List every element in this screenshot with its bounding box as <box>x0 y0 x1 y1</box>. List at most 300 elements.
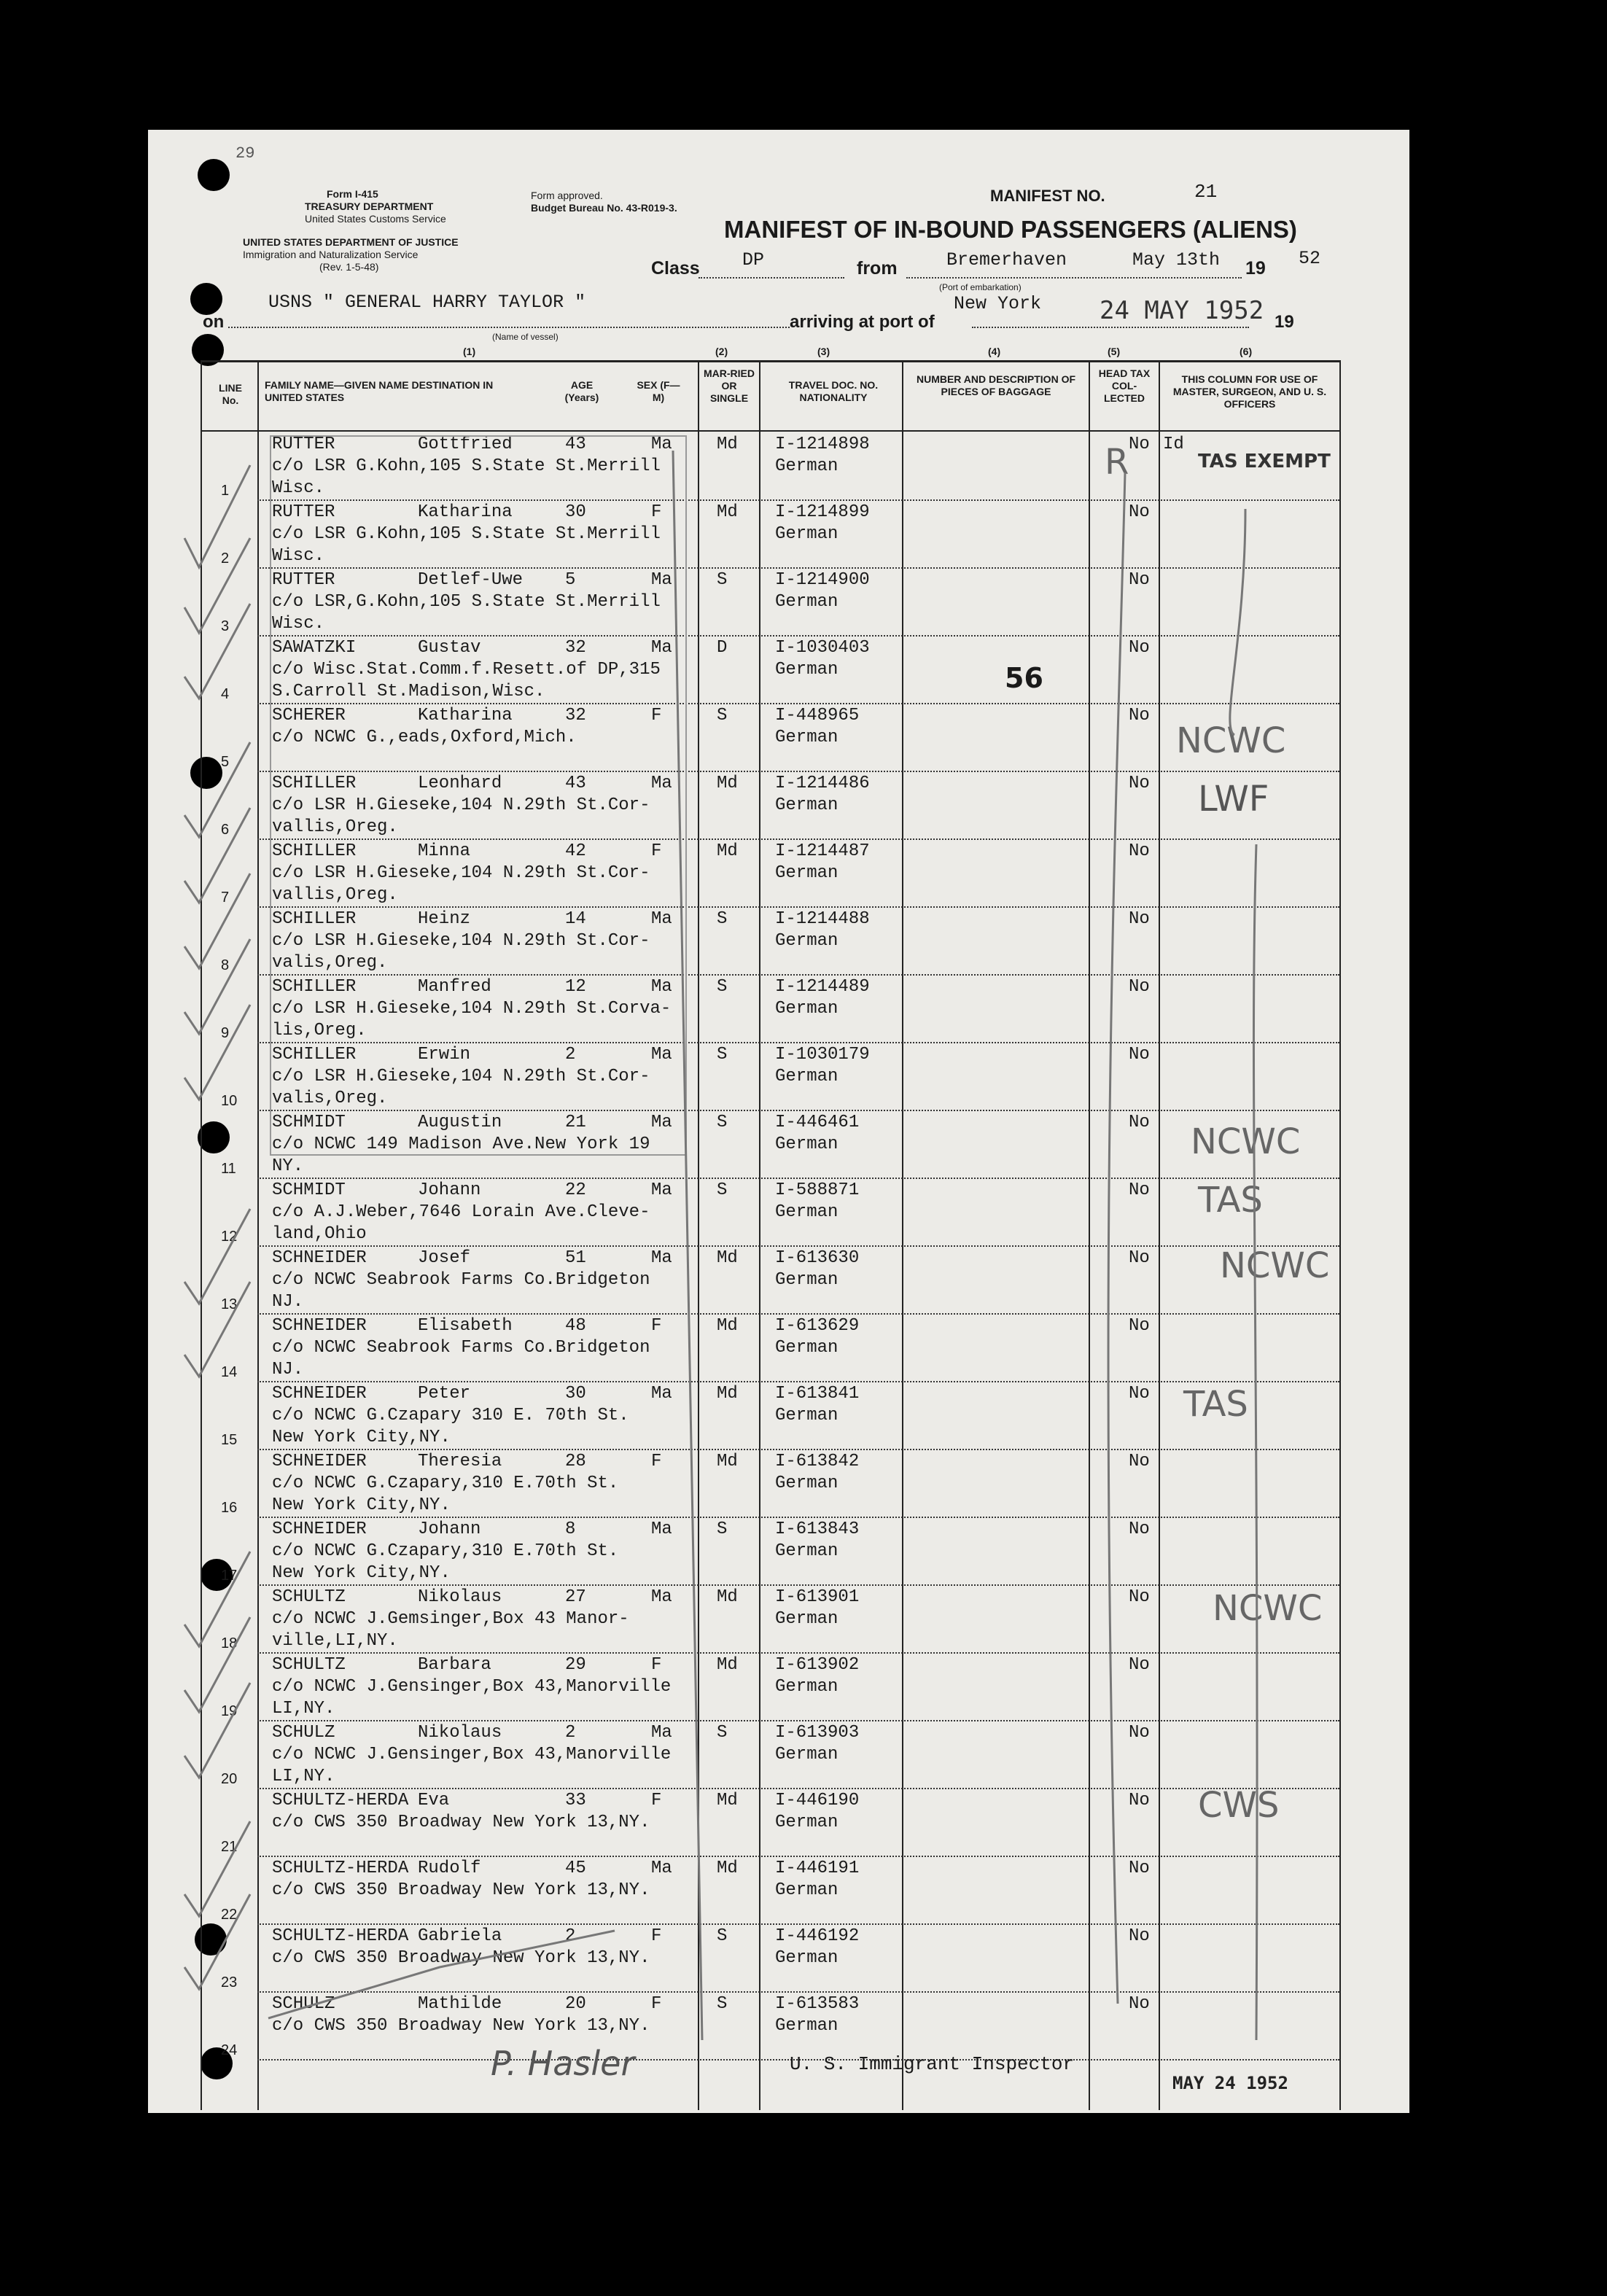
manifest-page <box>148 130 1409 2113</box>
line-number: 15 <box>221 1432 238 1448</box>
row-divider <box>257 1584 1339 1586</box>
sex: F <box>651 1452 662 1471</box>
head-tax: No <box>1129 909 1150 929</box>
address-line-1: c/o NCWC G.Czapary,310 E.70th St. <box>272 1474 619 1493</box>
marital-status: S <box>717 1113 728 1132</box>
nationality: German <box>775 1270 838 1290</box>
marital-status: Md <box>717 1791 738 1810</box>
family-name: RUTTER <box>272 435 335 454</box>
family-name: SCHULTZ-HERDA <box>272 1791 409 1810</box>
address-line-2: Wisc. <box>272 546 325 566</box>
age: 30 <box>565 502 586 522</box>
given-name: Nikolaus <box>418 1587 502 1607</box>
given-name: Augustin <box>418 1113 502 1132</box>
travel-doc-number: I-446461 <box>775 1113 860 1132</box>
age: 2 <box>565 1926 576 1946</box>
row-divider <box>257 1449 1339 1450</box>
col-header-name: FAMILY NAME—GIVEN NAME DESTINATION IN UNITED STATES <box>265 379 494 403</box>
marital-status: S <box>717 1926 728 1946</box>
date-value: May 13th <box>1132 249 1221 271</box>
given-name: Heinz <box>418 909 471 929</box>
row-divider <box>257 703 1339 704</box>
address-line-2: vallis,Oreg. <box>272 885 398 905</box>
family-name: SCHULTZ <box>272 1587 346 1607</box>
head-tax: No <box>1129 1452 1150 1471</box>
address-line-1: c/o LSR G.Kohn,105 S.State St.Merrill <box>272 524 661 544</box>
col-num-3: (3) <box>817 346 830 357</box>
address-line-2: ville,LI,NY. <box>272 1631 398 1651</box>
address-line-1: c/o Wisc.Stat.Comm.f.Resett.of DP,315 <box>272 660 661 680</box>
line-number: 18 <box>221 1635 238 1651</box>
nationality: German <box>775 1135 838 1154</box>
address-line-2: valis,Oreg. <box>272 953 388 973</box>
head-tax: No <box>1129 1791 1150 1810</box>
given-name: Gustav <box>418 638 481 658</box>
marital-status: Md <box>717 1655 738 1675</box>
age: 12 <box>565 977 586 997</box>
tas-exempt-note: TAS EXEMPT <box>1198 451 1331 472</box>
row-divider <box>257 1313 1339 1315</box>
line-number: 9 <box>221 1025 230 1041</box>
address-line-2: LI,NY. <box>272 1699 335 1719</box>
line-number: 13 <box>221 1296 238 1312</box>
lwf-note: LWF <box>1198 779 1269 820</box>
age: 43 <box>565 435 586 454</box>
family-name: SAWATZKI <box>272 638 357 658</box>
marital-status: D <box>717 638 728 658</box>
address-line-1: c/o NCWC Seabrook Farms Co.Bridgeton <box>272 1270 650 1290</box>
address-line-1: c/o CWS 350 Broadway New York 13,NY. <box>272 2016 650 2036</box>
travel-doc-number: I-446191 <box>775 1859 860 1878</box>
nationality: German <box>775 1948 838 1968</box>
address-line-2: S.Carroll St.Madison,Wisc. <box>272 682 545 701</box>
age: 45 <box>565 1859 586 1878</box>
line-number: 11 <box>221 1161 236 1177</box>
row-divider <box>257 1923 1339 1925</box>
given-name: Katharina <box>418 706 513 725</box>
row-divider <box>257 1788 1339 1789</box>
inspector-label: U. S. Immigrant Inspector <box>790 2053 1075 2075</box>
sex: F <box>651 1791 662 1810</box>
line-number: 16 <box>221 1500 238 1516</box>
nationality: German <box>775 1406 838 1425</box>
nationality: German <box>775 1813 838 1832</box>
row-divider <box>257 567 1339 569</box>
marital-status: Md <box>717 1859 738 1878</box>
age: 32 <box>565 638 586 658</box>
given-name: Erwin <box>418 1045 471 1065</box>
nationality: German <box>775 1745 838 1764</box>
sex: Ma <box>651 1113 672 1132</box>
address-line-2: Wisc. <box>272 478 325 498</box>
travel-doc-number: I-448965 <box>775 706 860 725</box>
family-name: SCHNEIDER <box>272 1384 367 1404</box>
given-name: Minna <box>418 841 471 861</box>
line-number: 17 <box>221 1568 238 1584</box>
baggage-count: 56 <box>1005 662 1043 694</box>
ncwc-note: NCWC <box>1220 1245 1330 1286</box>
age: 51 <box>565 1248 586 1268</box>
punch-hole <box>190 283 222 315</box>
given-name: Katharina <box>418 502 513 522</box>
address-line-2: LI,NY. <box>272 1767 335 1786</box>
budget-label: Budget Bureau No. 43-R019-3. <box>531 202 677 214</box>
col-header-age: AGE (Years) <box>564 379 599 403</box>
table-top-rule <box>201 360 1339 362</box>
col-num-5: (5) <box>1108 346 1121 357</box>
tas-note: TAS <box>1198 1180 1263 1221</box>
given-name: Gottfried <box>418 435 513 454</box>
marital-status: S <box>717 977 728 997</box>
punch-hole <box>195 1923 227 1956</box>
address-line-2: land,Ohio <box>272 1224 367 1244</box>
marital-status: S <box>717 706 728 725</box>
nationality: German <box>775 728 838 747</box>
head-tax: No <box>1129 1655 1150 1675</box>
manifest-no-value: 21 <box>1194 181 1218 203</box>
given-name: Leonhard <box>418 774 502 793</box>
travel-doc-number: I-613630 <box>775 1248 860 1268</box>
sex: Ma <box>651 909 672 929</box>
age: 5 <box>565 570 576 590</box>
age: 33 <box>565 1791 586 1810</box>
head-tax: No <box>1129 841 1150 861</box>
family-name: SCHNEIDER <box>272 1519 367 1539</box>
family-name: SCHMIDT <box>272 1180 346 1200</box>
sex: F <box>651 1926 662 1946</box>
vessel-name: USNS " GENERAL HARRY TAYLOR " <box>268 292 586 313</box>
head-tax: No <box>1129 638 1150 658</box>
marital-status: S <box>717 570 728 590</box>
given-name: Barbara <box>418 1655 491 1675</box>
col-num-4: (4) <box>988 346 1001 357</box>
travel-doc-number: I-1214487 <box>775 841 870 861</box>
punch-hole <box>198 159 230 191</box>
travel-doc-number: I-446190 <box>775 1791 860 1810</box>
row-divider <box>257 1381 1339 1382</box>
class-value: DP <box>742 249 765 271</box>
col-header-married: MAR-RIED OR SINGLE <box>704 367 755 404</box>
nationality: German <box>775 1677 838 1697</box>
marital-status: Md <box>717 435 738 454</box>
col-header-baggage: NUMBER AND DESCRIPTION OF PIECES OF BAGGAGE <box>916 373 1076 397</box>
nationality: German <box>775 863 838 883</box>
nationality: German <box>775 2016 838 2036</box>
travel-doc-number: I-1214488 <box>775 909 870 929</box>
given-name: Johann <box>418 1180 481 1200</box>
marital-status: Md <box>717 1384 738 1404</box>
line-number: 7 <box>221 890 230 906</box>
nationality: German <box>775 1067 838 1086</box>
marital-status: Md <box>717 841 738 861</box>
ncwc-note: NCWC <box>1176 720 1286 761</box>
address-line-1: c/o NCWC G.Czapary,310 E.70th St. <box>272 1541 619 1561</box>
family-name: SCHULZ <box>272 1723 335 1743</box>
family-name: RUTTER <box>272 502 335 522</box>
sex: Ma <box>651 1248 672 1268</box>
head-tax: No <box>1129 1248 1150 1268</box>
sex: Ma <box>651 1519 672 1539</box>
sex: Ma <box>651 1045 672 1065</box>
ncwc-note: NCWC <box>1213 1588 1323 1629</box>
marital-status: Md <box>717 1248 738 1268</box>
age: 27 <box>565 1587 586 1607</box>
col-header-officers: THIS COLUMN FOR USE OF MASTER, SURGEON, AND U. S. OFFICERS <box>1172 373 1327 410</box>
head-tax: No <box>1129 774 1150 793</box>
sex: Ma <box>651 1587 672 1607</box>
line-number: 23 <box>221 1974 238 1990</box>
family-name: RUTTER <box>272 570 335 590</box>
travel-doc-number: I-1214898 <box>775 435 870 454</box>
nationality: German <box>775 524 838 544</box>
sex: Ma <box>651 570 672 590</box>
family-name: SCHILLER <box>272 1045 357 1065</box>
marital-status: Md <box>717 502 738 522</box>
nationality: German <box>775 795 838 815</box>
travel-doc-number: I-1214900 <box>775 570 870 590</box>
from-value: Bremerhaven <box>946 249 1067 271</box>
year-value: 52 <box>1299 248 1321 269</box>
row-divider <box>257 1720 1339 1721</box>
address-line-2: New York City,NY. <box>272 1495 451 1515</box>
age: 20 <box>565 1994 586 2014</box>
cws-note: CWS <box>1198 1785 1280 1826</box>
age: 22 <box>565 1180 586 1200</box>
travel-doc-number: I-613902 <box>775 1655 860 1675</box>
on-label: on <box>203 312 225 332</box>
travel-doc-number: I-613583 <box>775 1994 860 2014</box>
row-divider <box>257 1517 1339 1518</box>
year-prefix-2: 19 <box>1275 312 1294 332</box>
footer-date-stamp: MAY 24 1952 <box>1172 2073 1288 2093</box>
marital-status: S <box>717 909 728 929</box>
address-line-1: c/o NCWC G.,eads,Oxford,Mich. <box>272 728 577 747</box>
line-number: 8 <box>221 957 230 973</box>
line-number: 20 <box>221 1771 238 1787</box>
family-name: SCHULZ <box>272 1994 335 2014</box>
row-divider <box>257 1245 1339 1247</box>
head-tax: No <box>1129 1723 1150 1743</box>
line-number: 3 <box>221 618 230 634</box>
nationality: German <box>775 456 838 476</box>
head-tax: No <box>1129 1859 1150 1878</box>
nationality: German <box>775 660 838 680</box>
family-name: SCHNEIDER <box>272 1248 367 1268</box>
family-name: SCHNEIDER <box>272 1316 367 1336</box>
sex: F <box>651 841 662 861</box>
nationality: German <box>775 999 838 1019</box>
marital-status: S <box>717 1045 728 1065</box>
given-name: Mathilde <box>418 1994 502 2014</box>
travel-doc-number: I-613842 <box>775 1452 860 1471</box>
age: 29 <box>565 1655 586 1675</box>
customs-label: United States Customs Service <box>305 213 446 225</box>
row-divider <box>257 499 1339 501</box>
from-label: from <box>857 258 898 279</box>
age: 28 <box>565 1452 586 1471</box>
address-line-2: New York City,NY. <box>272 1428 451 1447</box>
tas-note: TAS <box>1183 1384 1248 1425</box>
row-divider <box>257 1856 1339 1857</box>
family-name: SCHMIDT <box>272 1113 346 1132</box>
address-line-1: c/o LSR G.Kohn,105 S.State St.Merrill <box>272 456 661 476</box>
age: 32 <box>565 706 586 725</box>
sex: Ma <box>651 435 672 454</box>
family-name: SCHILLER <box>272 909 357 929</box>
travel-doc-number: I-588871 <box>775 1180 860 1200</box>
arrival-port: New York <box>954 293 1042 314</box>
marital-status: Md <box>717 1587 738 1607</box>
address-line-1: c/o CWS 350 Broadway New York 13,NY. <box>272 1880 650 1900</box>
line-number: 24 <box>221 2042 238 2058</box>
marital-status: Md <box>717 1452 738 1471</box>
sex: Ma <box>651 1723 672 1743</box>
address-line-1: c/o NCWC Seabrook Farms Co.Bridgeton <box>272 1338 650 1358</box>
address-line-2: New York City,NY. <box>272 1563 451 1583</box>
head-tax: No <box>1129 1113 1150 1132</box>
head-tax: No <box>1129 570 1150 590</box>
marital-status: S <box>717 1723 728 1743</box>
ncwc-note: NCWC <box>1191 1121 1301 1162</box>
given-name: Elisabeth <box>418 1316 513 1336</box>
marital-status: Md <box>717 774 738 793</box>
nationality: German <box>775 1474 838 1493</box>
arrival-date-stamp: 24 MAY 1952 <box>1100 296 1264 325</box>
address-line-2: NJ. <box>272 1360 304 1379</box>
col-header-headtax: HEAD TAX COL-LECTED <box>1098 367 1151 404</box>
sex: F <box>651 1316 662 1336</box>
line-number: 19 <box>221 1703 238 1719</box>
family-name: SCHULTZ-HERDA <box>272 1859 409 1878</box>
col-num-1: (1) <box>463 346 476 357</box>
family-name: SCHULTZ-HERDA <box>272 1926 409 1946</box>
given-name: Nikolaus <box>418 1723 502 1743</box>
travel-doc-number: I-613843 <box>775 1519 860 1539</box>
marital-status: S <box>717 1994 728 2014</box>
given-name: Detlef-Uwe <box>418 570 524 590</box>
punch-hole <box>190 757 222 789</box>
ins-label: Immigration and Naturalization Service <box>243 249 419 260</box>
col-header-line: LINE No. <box>219 382 242 406</box>
line-number: 10 <box>221 1093 238 1109</box>
sex: F <box>651 1655 662 1675</box>
address-line-1: c/o NCWC J.Gensinger,Box 43,Manorville <box>272 1677 672 1697</box>
nationality: German <box>775 1609 838 1629</box>
travel-doc-number: I-1030179 <box>775 1045 870 1065</box>
head-tax: No <box>1129 706 1150 725</box>
sex: Ma <box>651 1859 672 1878</box>
line-number: 22 <box>221 1907 238 1923</box>
head-tax: No <box>1129 435 1150 454</box>
sex: Ma <box>651 1180 672 1200</box>
address-line-1: c/o CWS 350 Broadway New York 13,NY. <box>272 1813 650 1832</box>
age: 14 <box>565 909 586 929</box>
sex: Ma <box>651 774 672 793</box>
nationality: German <box>775 592 838 612</box>
line-number: 21 <box>221 1839 238 1855</box>
address-line-2: vallis,Oreg. <box>272 817 398 837</box>
head-tax: No <box>1129 1180 1150 1200</box>
address-line-1: c/o LSR H.Gieseke,104 N.29th St.Corva- <box>272 999 672 1019</box>
travel-doc-number: I-446192 <box>775 1926 860 1946</box>
family-name: SCHERER <box>272 706 346 725</box>
sex: F <box>651 706 662 725</box>
marital-status: S <box>717 1519 728 1539</box>
address-line-1: c/o LSR H.Gieseke,104 N.29th St.Cor- <box>272 931 650 951</box>
address-line-1: c/o A.J.Weber,7646 Lorain Ave.Cleve- <box>272 1202 650 1222</box>
travel-doc-number: I-613903 <box>775 1723 860 1743</box>
family-name: SCHULTZ <box>272 1655 346 1675</box>
corner-mark: 29 <box>236 144 255 163</box>
given-name: Eva <box>418 1791 450 1810</box>
address-line-1: c/o NCWC G.Czapary 310 E. 70th St. <box>272 1406 629 1425</box>
form-number: Form I-415 <box>327 188 378 200</box>
address-line-1: c/o NCWC 149 Madison Ave.New York 19 <box>272 1135 650 1154</box>
head-tax: No <box>1129 1045 1150 1065</box>
line-number: 14 <box>221 1364 238 1380</box>
head-tax: No <box>1129 1384 1150 1404</box>
row-divider <box>257 1042 1339 1043</box>
row-divider <box>257 635 1339 637</box>
head-tax: No <box>1129 1587 1150 1607</box>
family-name: SCHILLER <box>272 977 357 997</box>
given-name: Theresia <box>418 1452 502 1471</box>
head-tax: No <box>1129 502 1150 522</box>
given-name: Johann <box>418 1519 481 1539</box>
embark-caption: (Port of embarkation) <box>939 282 1022 292</box>
revision-label: (Rev. 1-5-48) <box>319 261 379 273</box>
family-name: SCHILLER <box>272 841 357 861</box>
sex: Ma <box>651 638 672 658</box>
year-prefix: 19 <box>1245 258 1266 279</box>
line-number: 5 <box>221 754 230 770</box>
head-tax: No <box>1129 1926 1150 1946</box>
age: 2 <box>565 1045 576 1065</box>
manifest-no-label: MANIFEST NO. <box>990 187 1105 205</box>
line-number: 2 <box>221 550 230 567</box>
travel-doc-number: I-613629 <box>775 1316 860 1336</box>
row-divider <box>257 1110 1339 1111</box>
address-line-2: NJ. <box>272 1292 304 1312</box>
row-divider <box>257 906 1339 908</box>
age: 42 <box>565 841 586 861</box>
col-num-2: (2) <box>715 346 728 357</box>
travel-doc-number: I-1214489 <box>775 977 870 997</box>
col-num-6: (6) <box>1240 346 1253 357</box>
given-name: Gabriela <box>418 1926 502 1946</box>
age: 43 <box>565 774 586 793</box>
address-line-2: valis,Oreg. <box>272 1089 388 1108</box>
address-line-2: Wisc. <box>272 614 325 634</box>
address-line-2: lis,Oreg. <box>272 1021 367 1040</box>
approved-label: Form approved. <box>531 190 603 201</box>
col-header-travel: TRAVEL DOC. NO. NATIONALITY <box>788 379 879 403</box>
row-divider <box>257 1652 1339 1654</box>
nationality: German <box>775 1541 838 1561</box>
age: 2 <box>565 1723 576 1743</box>
sex: Ma <box>651 977 672 997</box>
punch-hole <box>198 1121 230 1153</box>
age: 30 <box>565 1384 586 1404</box>
inspector-signature: P. Hasler <box>491 2044 635 2083</box>
sex: Ma <box>651 1384 672 1404</box>
row-divider <box>257 1178 1339 1179</box>
head-tax: No <box>1129 1994 1150 2014</box>
nationality: German <box>775 1202 838 1222</box>
travel-doc-number: I-613841 <box>775 1384 860 1404</box>
nationality: German <box>775 1338 838 1358</box>
row-divider <box>257 838 1339 840</box>
